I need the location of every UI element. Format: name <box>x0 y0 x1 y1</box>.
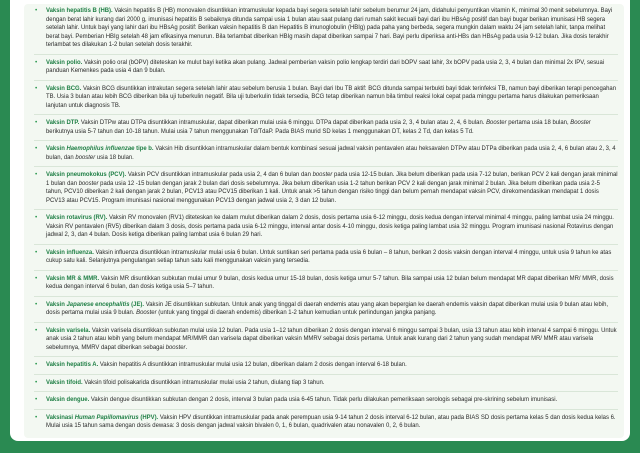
vaccine-name: Vaksin hepatitis A. <box>46 362 99 368</box>
vaccine-description: Vaksin influenza disuntikkan intramuskular mulai usia 6 bulan. Untuk suntikan seri pertama pada usia 6 bulan – 8 tahun, berikan 2 dosis vaksin dengan interval 4 minggu, untuk usia 9 tahun ke atas cukup satu kali. Selanjutnya pengulangan setiap tahun satu kali menggunakan vaksin yang tersedia. <box>46 249 612 264</box>
vaccine-item <box>34 249 618 271</box>
vaccine-description: Vaksin hepatitis B (HB) monovalen disuntikkan intramuskular kepada bayi segera setelah lahir sebelum berumur 24 jam, didahului penyuntikan vitamin K, minimal 30 menit sebelumnya. Bayi dengan berat lahir kurang dari 2000 g, imunisasi hepatitis B sebaiknya ditunda sampai usia 1 bulan atau saat pulang dari rumah sakit kecuali bayi dari ibu HBsAg positif dan bayi bugar berikan imunisasi HB segera setelah lahir. Untuk bayi yang lahir dari ibu HBsAg positif: Berikan vaksin hepatitis B dan Hepatitis B imunoglobulin (HBIg) pada paha yang berbeda, segera mungkin dalam waktu 24 jam setelah lahir, tanpa melihat berat bayi. Pemberian HBIg setelah 48 jam efikasinya menurun. Bila terlambat diberikan HBIg masih dapat diberikan sampai 7 hari. Bayi perlu diperiksa anti-HBs dan HBsAg pada usia 9-12 bulan. Jika dosis terakhir terlambat tes dilakukan 1-2 bulan setelah dosis terakhir. <box>46 8 613 48</box>
vaccine-name: Vaksin rotavirus (RV). <box>46 215 108 221</box>
vaccine-description: Vaksin HPV disuntikkan intramuskular pada anak perempuan usia 9-14 tahun 2 dosis interval 6-12 bulan, atau pada BIAS SD dosis pertama kelas 5 dan dosis kedua kelas 6. Mulai usia 15 tahun sama dengan dosis dewasa: 3 dosis dengan jadwal vaksin bivalen 0, 1, 6 bulan, quadrivalen atau nonavalen 0, 2, 6 bulan. <box>46 414 616 429</box>
content-card <box>10 0 630 441</box>
vaccine-item <box>34 145 618 167</box>
bullet-icon: • <box>35 214 38 221</box>
vaccine-item <box>34 7 618 55</box>
vaccine-name: Vaksin polio. <box>46 59 83 66</box>
vaccine-description: Vaksin tifoid polisakarida disuntikkan intramuskular mulai usia 2 tahun, diulang tiap 3 tahun. <box>84 379 325 386</box>
vaccine-description: Vaksin JE disuntikkan subkutan. Untuk anak yang tinggal di daerah endemis atau yang akan bepergian ke daerah endemis vaksin dapat diberikan mulai usia 9 bulan atau lebih, dosis pertama mulai usia 9 bulan. Booster (untuk yang tinggal di daerah endemis) diberikan 1-2 tahun kemudian untuk perlindungan jangka panjang. <box>46 301 609 316</box>
vaccine-item <box>34 361 618 375</box>
vaccine-name: Vaksin pneumokokus (PCV). <box>46 172 127 178</box>
vaccine-description: Vaksin MR disuntikkan subkutan mulai umur 9 bulan, dosis kedua umur 15-18 bulan, dosis ketiga umur 5-7 tahun. Bila sampai usia 12 bulan belum mendapat MR dapat diberikan MR/ MMR, dosis kedua dengan interval 6 bulan, dan dosis ketiga usia 5–7 tahun. <box>46 275 614 290</box>
vaccine-notes-panel <box>24 4 624 438</box>
vaccine-name: Vaksin MR & MMR. <box>46 275 100 282</box>
vaccine-name: Vaksin tifoid. <box>46 379 83 386</box>
bullet-icon: • <box>35 84 38 92</box>
bullet-icon: • <box>35 326 38 334</box>
vaccine-description: Vaksin polio oral (bOPV) diteteskan ke mulut bayi ketika akan pulang. Jadwal pemberian vaksin polio lengkap terdiri dari bOPV saat lahir, 3x bOPV pada usia 2, 3, 4 bulan dan minimal 2x IPV, sesuai panduan Kemenkes pada usia 4 dan 9 bulan. <box>46 59 605 74</box>
bullet-icon: • <box>35 171 38 178</box>
vaccine-name: Vaksin Japanese encephalitis (JE). <box>46 301 145 308</box>
bullet-icon: • <box>35 119 38 126</box>
bullet-icon: • <box>35 361 38 368</box>
vaccine-item <box>34 301 618 323</box>
bullet-icon: • <box>35 145 38 152</box>
vaccine-description: Vaksin DTPw atau DTPa disuntikkan intramuskular, dapat diberikan mulai usia 6 minggu. DTPa dapat diberikan pada usia 2, 3, 4 bulan atau 2, 4, 6 bulan. Booster pertama usia 18 bulan, Booster berikutnya usia 5-7 tahun dan 10-18 tahun. Mulai usia 7 tahun menggunakan Td/TdaP. Pada BIAS murid SD kelas 1 menggunakan DT, kelas 2 Td, dan kelas 5 Td. <box>46 120 591 135</box>
vaccine-item <box>34 85 618 116</box>
vaccine-description: Vaksin PCV disuntikkan intramuskular pada usia 2, 4 dan 6 bulan dan booster pada usia 12-15 bulan. Jika belum diberikan pada usia 7-12 bulan, berikan PCV 2 kali dengan jarak minimal 1 bulan dan booster pada usia 12 -15 bulan dengan jarak 2 bulan dari dosis sebelumnya. Jika belum diberikan usia 1-2 tahun berikan PCV 2 kali dengan jarak minimal 2 bulan. Jika belum diberikan pada usia 2-5 tahun, PCV10 diberikan 2 kali dengan jarak 2 bulan, PCV13 atau PCV15 diberikan 1 kali. Untuk anak >5 tahun dengan risiko tinggi dan belum pernah mendapat vaksin PCV, direkomendasikan mendapat 1 dosis PCV13 atau PCV15. Program imunisasi nasional menggunakan PCV13 dengan jadwal usia 2, 3 dan 12 bulan. <box>46 172 618 204</box>
vaccine-description: Vaksin Hib disuntikkan intramuskular dalam bentuk kombinasi sesuai jadwal vaksin pentavalen atau heksavalen DTPw atau DTPa diberikan pada usia 2, 4, 6 bulan atau 2, 3, 4 bulan, dan booster usia 18 bulan. <box>46 146 616 161</box>
vaccine-item <box>34 414 618 435</box>
bullet-icon: • <box>35 396 38 403</box>
vaccine-item <box>34 214 618 245</box>
bullet-icon: • <box>35 413 38 421</box>
vaccine-name: Vaksin Haemophilus influenzae tipe b. <box>46 146 154 152</box>
vaccine-description: Vaksin RV monovalen (RV1) diteteskan ke dalam mulut diberikan dalam 2 dosis, dosis pertama usia 6-12 minggu, dosis kedua dengan interval minimal 4 minggu, paling lambat usia 24 minggu. Vaksin RV pentavalen (RV5) diberikan dalam 3 dosis, dosis pertama pada usia 6-12 minggu, interval antar dosis 4-10 minggu, dosis ketiga paling lambat usia 32 minggu. Program imunisasi nasional Rotavirus dengan jadwal 2, 3, dan 4 bulan. Dosis ketiga diberikan paling lambat usia 6 bulan 29 hari. <box>46 215 614 238</box>
vaccine-name: Vaksin DTP. <box>46 120 80 126</box>
vaccine-name: Vaksin varisela. <box>46 327 91 334</box>
vaccine-name: Vaksinasi Human Papillomavirus (HPV). <box>46 414 159 421</box>
vaccine-description: Vaksin dengue disuntikkan subkutan dengan 2 dosis, interval 3 bulan pada usia 6-45 tahun. Tidak perlu dilakukan pemeriksaan serologis sebagai pre-skrining sebelum imunisasi. <box>90 397 558 403</box>
bullet-icon: • <box>35 274 38 282</box>
bullet-icon: • <box>35 378 38 386</box>
vaccine-description: Vaksin varisela disuntikkan subkutan mulai usia 12 bulan. Pada usia 1–12 tahun diberikan 2 dosis dengan interval 6 minggu sampai 3 bulan, usia 13 tahun atau lebih interval 4 sampai 6 minggu. Untuk anak usia 2 tahun atau lebih yang belum mendapat MR/MMR dan varisela dapat diberikan vaksin MMRV sebagai dosis pertama. Untuk anak kurang dari 2 tahun yang sudah mendapat MR/ MMR atau varisela sebelumnya, MMRV dapat diberikan sebagai booster. <box>46 327 617 351</box>
vaccine-name: Vaksin BCG. <box>46 85 82 92</box>
vaccine-item <box>34 396 618 410</box>
bullet-icon: • <box>35 58 38 66</box>
bullet-icon: • <box>35 7 38 14</box>
vaccine-name: Vaksin hepatitis B (HB). <box>46 8 113 14</box>
vaccine-name: Vaksin influenza. <box>46 249 94 256</box>
vaccine-item <box>34 275 618 297</box>
vaccine-description: Vaksin BCG disuntikkan intrakutan segera setelah lahir atau sebelum berusia 1 bulan. Bayi dari Ibu TB aktif: BCG ditunda sampai terbukti bayi tidak terinfeksi TB, namun bayi diberikan terapi pencegahan TB. Usia 3 bulan atau lebih BCG diberikan bila uji tuberkulin negatif. Bila uji tuberkulin tidak tersedia, BCG tetap diberikan namun bila timbul reaksi lokal cepat pada minggu pertama harus dilakukan pemeriksaan lanjutan untuk diagnosis TB. <box>46 85 616 109</box>
vaccine-item <box>34 327 618 358</box>
vaccine-name: Vaksin dengue. <box>46 397 90 403</box>
vaccine-list <box>24 4 624 435</box>
vaccine-item <box>34 379 618 393</box>
vaccine-description: Vaksin hepatitis A disuntikkan intramuskular mulai usia 12 bulan, diberikan dalam 2 dosis dengan interval 6-18 bulan. <box>99 362 407 368</box>
vaccine-item <box>34 59 618 81</box>
bullet-icon: • <box>35 300 38 308</box>
bottom-strip <box>0 441 640 453</box>
vaccine-item <box>34 171 618 210</box>
vaccine-item <box>34 119 618 141</box>
bullet-icon: • <box>35 248 38 256</box>
